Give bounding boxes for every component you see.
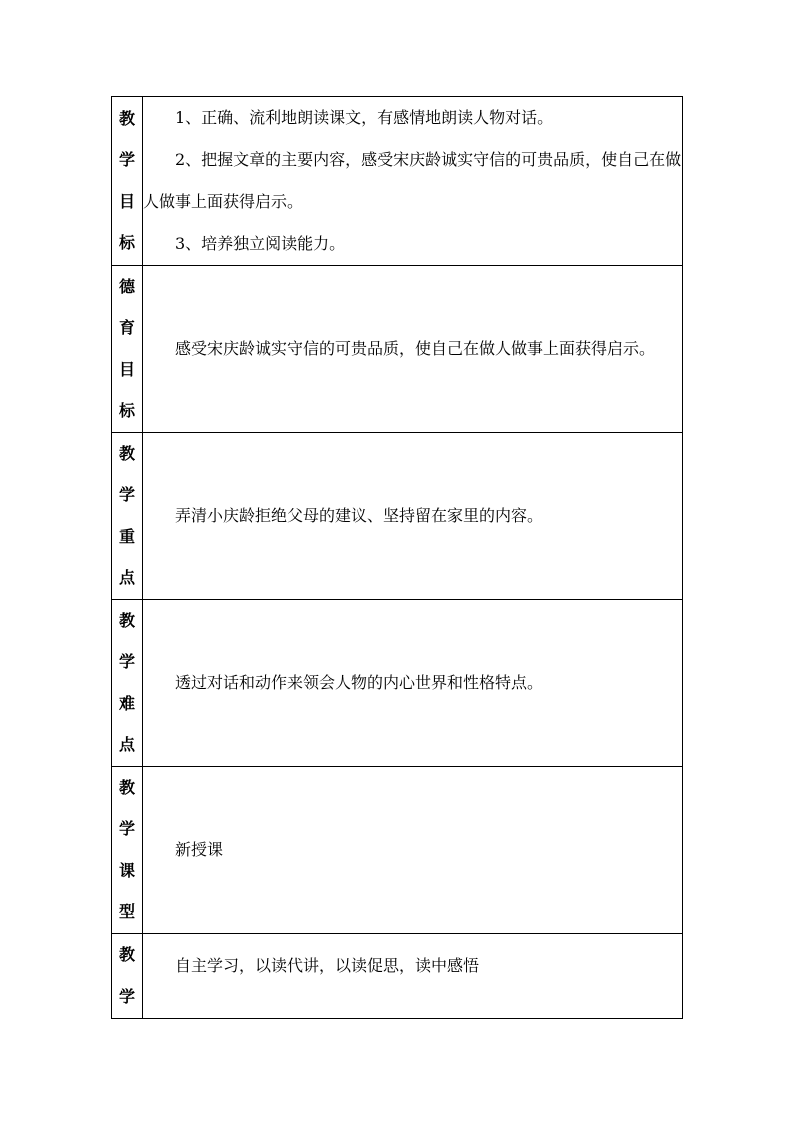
row-label-key-points [112,433,142,599]
label-char: 目 [118,191,135,211]
goal-item-1: 1、正确、流利地朗读课文，有感情地朗读人物对话。 [175,108,554,127]
row-label-cell [112,767,143,934]
row-label-cell [112,600,143,767]
table-row-lesson-type [112,767,683,934]
row-label-cell [112,97,143,266]
table-row-teaching-methods [112,934,683,1019]
label-char: 标 [118,233,135,253]
label-char: 点 [118,735,135,755]
row-content-cell [143,767,683,934]
moral-goal-text: 感受宋庆龄诚实守信的可贵品质，使自己在做人做事上面获得启示。 [175,339,656,358]
row-label-cell [112,433,143,600]
key-points-text: 弄清小庆龄拒绝父母的建议、坚持留在家里的内容。 [175,506,544,525]
label-char: 目 [118,359,135,379]
label-char: 德 [118,276,135,296]
row-content-cell [143,97,683,266]
label-char: 学 [118,987,135,1006]
label-char: 重 [118,526,135,546]
row-content-cell [143,266,683,433]
label-char: 学 [118,485,135,505]
row-label-moral-goals [112,266,142,432]
label-char: 学 [118,652,135,672]
row-content-cell [143,433,683,600]
row-label-teaching-methods [112,934,142,1018]
difficulties-text: 透过对话和动作来领会人物的内心世界和性格特点。 [175,673,544,692]
label-char: 点 [118,568,135,588]
label-char: 教 [118,945,135,964]
label-char: 难 [118,693,135,713]
row-label-lesson-type [112,767,142,933]
row-content-cell [143,600,683,767]
row-label-cell [112,266,143,433]
goal-item-2: 2、把握文章的主要内容，感受宋庆龄诚实守信的可贵品质，使自己在做人做事上面获得启示。 [143,150,682,211]
label-char: 型 [118,902,135,922]
row-label-cell [112,934,143,1019]
table-row-difficulties [112,600,683,767]
table-row-key-points [112,433,683,600]
row-label-difficulties [112,600,142,766]
table-row-teaching-goals [112,97,683,266]
row-content-cell [143,934,683,1019]
label-char: 教 [118,610,135,630]
label-char: 标 [118,401,135,421]
lesson-type-text: 新授课 [175,840,224,859]
label-char: 课 [118,860,135,880]
goal-item-3: 3、培养独立阅读能力。 [175,234,346,253]
row-label-teaching-goals [112,98,142,264]
table-row-moral-goals [112,266,683,433]
label-char: 教 [118,443,135,463]
label-char: 教 [118,777,135,797]
label-char: 教 [118,108,135,128]
label-char: 学 [118,150,135,170]
lesson-plan-table [111,96,683,1019]
label-char: 学 [118,819,135,839]
teaching-methods-text: 自主学习，以读代讲，以读促思，读中感悟 [175,956,480,975]
label-char: 育 [118,318,135,338]
